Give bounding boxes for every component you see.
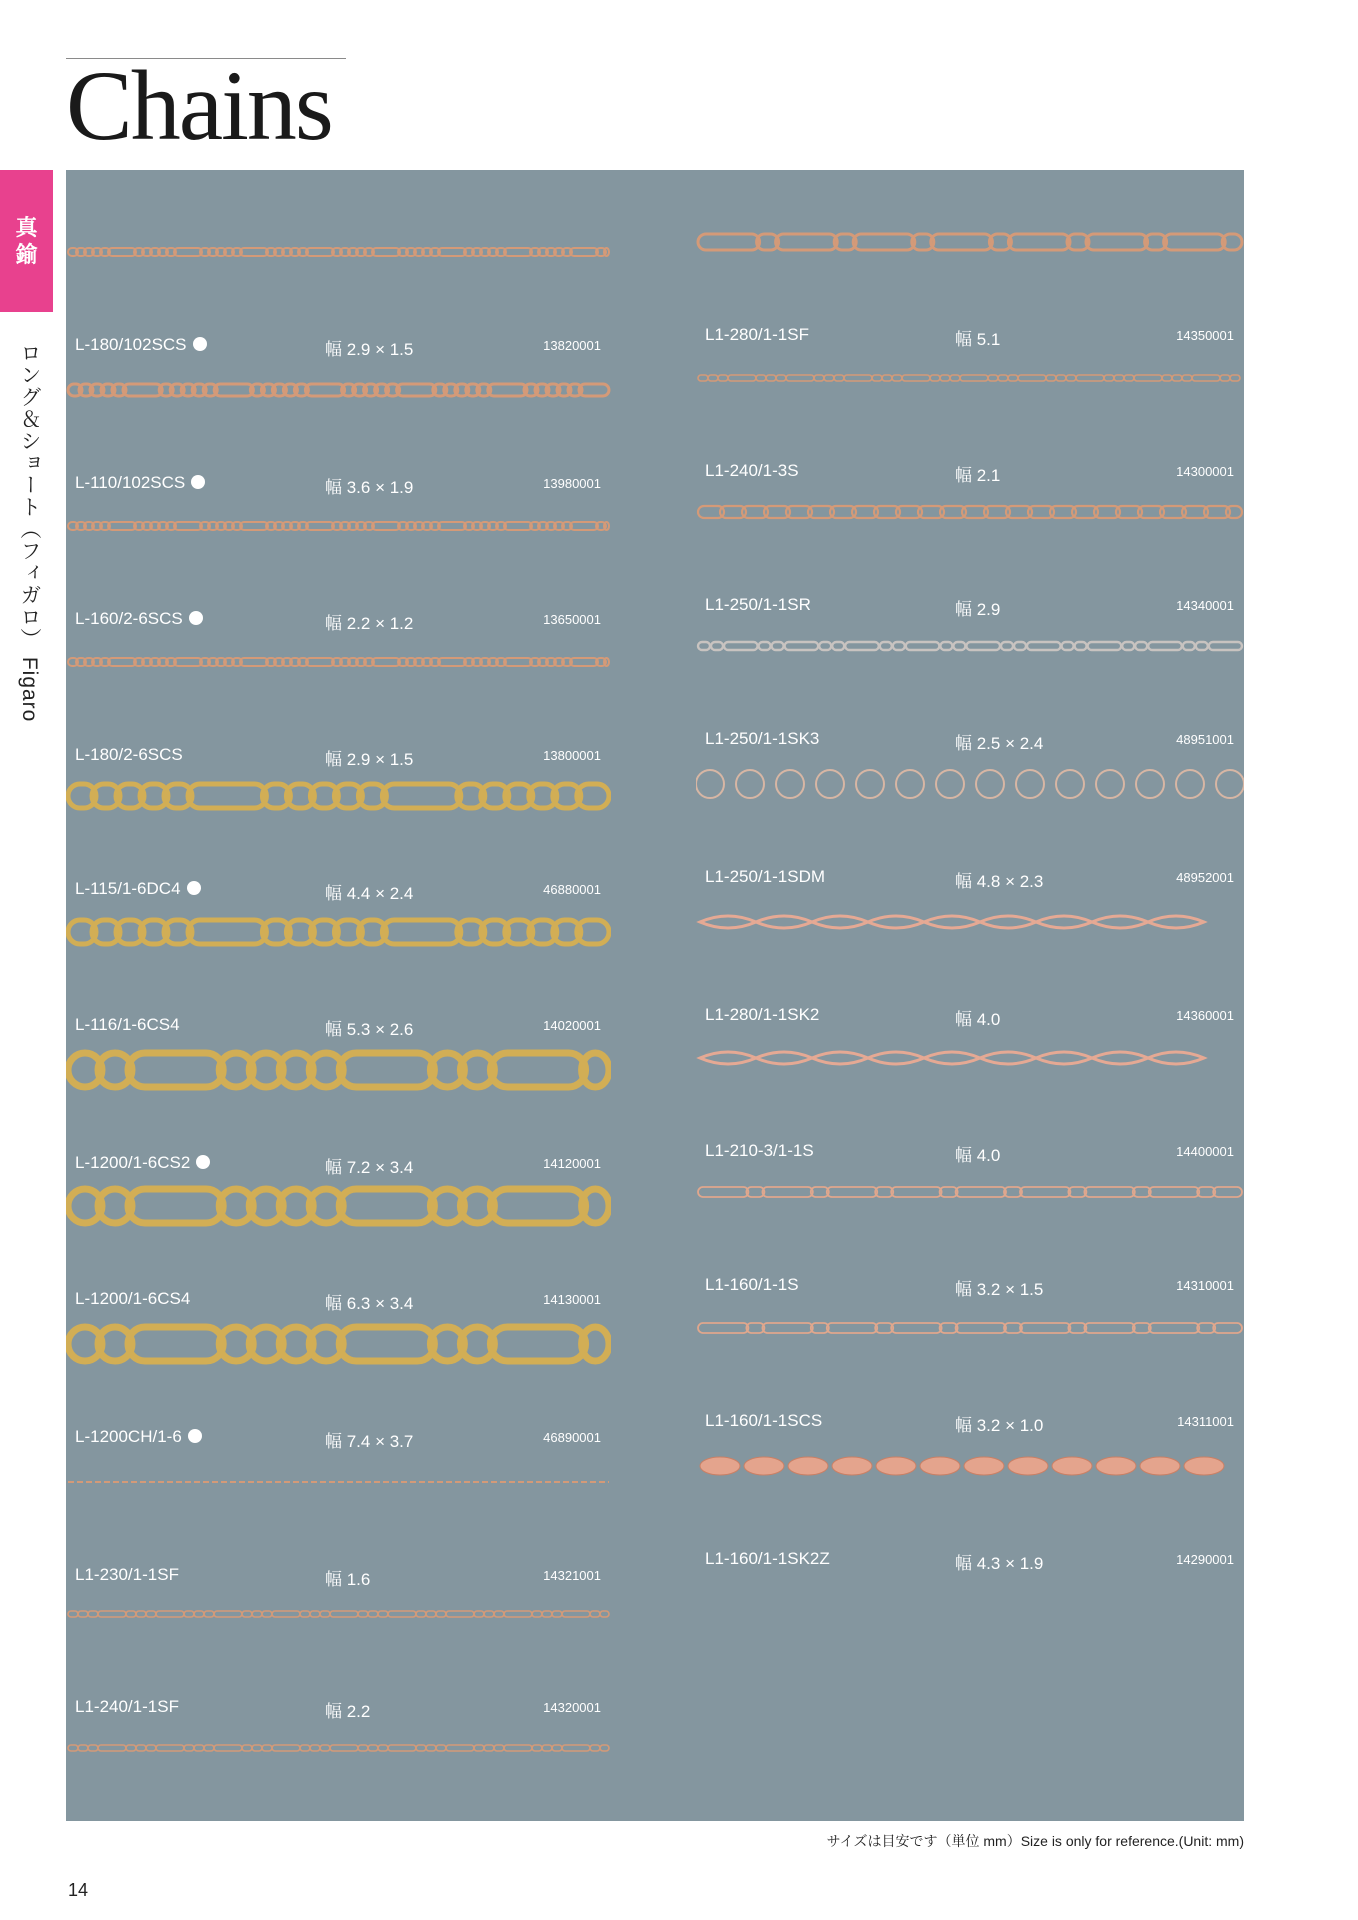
chain-size: 幅 6.3 × 3.4 <box>325 1294 414 1313</box>
chain-size: 幅 7.2 × 3.4 <box>325 1158 414 1177</box>
product-number: 14320001 <box>543 1700 601 1715</box>
chain-size: 幅 3.6 × 1.9 <box>325 478 414 497</box>
product-number: 46880001 <box>543 882 601 897</box>
product-code <box>705 1141 814 1161</box>
product-code-text: L1-250/1-1SDM <box>705 867 826 886</box>
product-code-text: L-1200CH/1-6 <box>75 1427 182 1446</box>
product-code-text: L-110/102SCS <box>75 473 186 492</box>
chain-size: 幅 5.1 <box>955 330 1001 349</box>
product-code <box>75 1427 202 1447</box>
chain-size: 幅 3.1 <box>325 1836 371 1855</box>
chain-image <box>66 1718 611 1778</box>
chain-image <box>66 902 611 962</box>
product-code-text: L-1200/1-6CS2 <box>75 1153 191 1172</box>
new-item-dot <box>187 881 201 895</box>
page-number: 14 <box>68 1880 89 1900</box>
product-code-text: L1-210-3/1-1S <box>705 1141 814 1160</box>
product-code <box>705 595 811 615</box>
product-number: 48951001 <box>1176 732 1234 747</box>
chain-image <box>66 496 611 556</box>
chain-size: 幅 4.0 <box>955 1146 1001 1165</box>
chain-size: 幅 2.2 <box>325 1702 371 1721</box>
product-number: 14311001 <box>1177 1414 1234 1429</box>
product-code <box>705 1005 819 1025</box>
chain-item <box>66 1584 611 1721</box>
chain-image <box>696 1028 1244 1088</box>
chain-item <box>696 1436 1244 1573</box>
product-code-text: L-116/1-6CS4 <box>75 1015 180 1034</box>
new-item-dot <box>193 337 207 351</box>
product-code-text: L1-280/1-1SK2 <box>705 1005 820 1024</box>
chain-item <box>66 360 611 497</box>
chain-size: 幅 1.6 <box>325 1570 371 1589</box>
chain-item <box>66 766 611 903</box>
product-number: 14310001 <box>1176 1278 1234 1293</box>
product-number: 14290001 <box>1176 1552 1234 1567</box>
product-code-text: L1-280/1-1SF <box>705 325 809 344</box>
product-number: 14340001 <box>1176 598 1234 613</box>
product-number: 14130001 <box>543 1292 601 1307</box>
chain-image <box>66 1452 611 1512</box>
chain-size: 幅 3.2 × 1.0 <box>955 1416 1044 1435</box>
product-code <box>75 745 183 765</box>
product-code-text: L1-160/1-1SK2Z <box>705 1549 830 1568</box>
product-code <box>705 1275 799 1295</box>
product-code-text: L1-230/1-1SF <box>75 1565 179 1584</box>
chain-image <box>696 348 1244 408</box>
chain-item <box>696 1028 1244 1165</box>
chain-item <box>66 1040 611 1177</box>
section-side-label: ロング＆ショート（フィガロ） Figaro <box>18 342 41 723</box>
product-code <box>705 1549 830 1569</box>
chain-size: 幅 4.8 × 2.3 <box>955 872 1044 891</box>
product-code-text: L1-160/1-1S <box>705 1275 799 1294</box>
chain-item <box>696 616 1244 753</box>
product-number: 14360001 <box>1176 1008 1234 1023</box>
chain-size: 幅 4.0 <box>955 1010 1001 1029</box>
chain-item <box>66 1718 611 1855</box>
chain-size: 幅 7.4 × 3.7 <box>325 1432 414 1451</box>
chain-item <box>696 754 1244 891</box>
product-code <box>75 879 201 899</box>
chain-image <box>696 482 1244 542</box>
product-code <box>75 1289 190 1309</box>
chain-item <box>66 1314 611 1451</box>
product-code <box>705 1411 822 1431</box>
category-tab <box>0 170 53 312</box>
product-code-text: L1-250/1-1SF <box>75 1831 179 1850</box>
chain-size: 幅 2.2 × 1.2 <box>325 614 414 633</box>
product-code <box>705 729 819 749</box>
chain-size: 幅 5.3 × 2.6 <box>325 1020 414 1039</box>
chain-item <box>696 892 1244 1029</box>
chain-image <box>66 222 611 282</box>
product-code-text: L1-250/1-1SR <box>705 595 811 614</box>
product-number: 13650001 <box>543 612 601 627</box>
chain-item <box>696 1162 1244 1299</box>
category-tab-char-1: 真 <box>15 214 38 240</box>
chain-item <box>66 496 611 633</box>
chain-image <box>696 212 1244 272</box>
new-item-dot <box>189 611 203 625</box>
product-code-text: L-160/2-6SCS <box>75 609 183 628</box>
product-number: 13800001 <box>543 748 601 763</box>
chain-image <box>696 754 1244 814</box>
chain-image <box>696 616 1244 676</box>
chain-image <box>66 1584 611 1644</box>
chain-image <box>696 1298 1244 1358</box>
product-number: 14300001 <box>1176 464 1234 479</box>
product-code-text: L-180/2-6SCS <box>75 745 183 764</box>
product-number: 14020001 <box>543 1018 601 1033</box>
product-number: 14400001 <box>1176 1144 1234 1159</box>
product-number: 46890001 <box>543 1430 601 1445</box>
product-code-text: L-115/1-6DC4 <box>75 879 181 898</box>
chain-image <box>66 766 611 826</box>
product-code <box>75 1697 179 1717</box>
product-code <box>75 1153 210 1173</box>
chain-image <box>696 1162 1244 1222</box>
chain-image <box>696 892 1244 952</box>
chain-size: 幅 2.9 <box>955 600 1001 619</box>
product-code <box>705 461 799 481</box>
chain-item <box>696 1298 1244 1435</box>
chain-image <box>66 632 611 692</box>
product-code-text: L-1200/1-6CS4 <box>75 1289 191 1308</box>
chain-item <box>66 1452 611 1589</box>
chain-item <box>66 1176 611 1313</box>
product-code-text: L-180/102SCS <box>75 335 187 354</box>
product-number: 13980001 <box>543 476 601 491</box>
product-number: 14321001 <box>543 1568 601 1583</box>
product-code <box>75 609 203 629</box>
product-code <box>75 1831 179 1851</box>
chain-image <box>66 360 611 420</box>
product-code <box>75 473 205 493</box>
new-item-dot <box>191 475 205 489</box>
product-code-text: L1-240/1-3S <box>705 461 799 480</box>
chain-item <box>66 902 611 1039</box>
chain-size: 幅 3.2 × 1.5 <box>955 1280 1044 1299</box>
product-code <box>705 867 825 887</box>
chain-image <box>66 1314 611 1374</box>
chain-size: 幅 2.9 × 1.5 <box>325 340 414 359</box>
chain-item <box>696 348 1244 485</box>
chain-item <box>66 222 611 359</box>
product-number: 48952001 <box>1176 870 1234 885</box>
product-code <box>75 1565 179 1585</box>
chain-size: 幅 4.4 × 2.4 <box>325 884 414 903</box>
product-code <box>705 325 809 345</box>
chain-size: 幅 2.9 × 1.5 <box>325 750 414 769</box>
chain-image <box>66 1176 611 1236</box>
category-tab-char-2: 鍮 <box>15 242 38 267</box>
page-title: Chains <box>66 50 332 161</box>
chain-image <box>696 1436 1244 1496</box>
chain-image <box>66 1040 611 1100</box>
product-number: 14120001 <box>543 1156 601 1171</box>
product-code <box>75 1015 180 1035</box>
product-number: 14350001 <box>1176 328 1234 343</box>
chain-item <box>696 212 1244 349</box>
chain-size: 幅 2.5 × 2.4 <box>955 734 1044 753</box>
size-footnote: サイズは目安です（単位 mm）Size is only for reference.(Unit: mm) <box>826 1833 1244 1849</box>
chain-item <box>66 632 611 769</box>
chain-item <box>696 482 1244 619</box>
product-code-text: L1-240/1-1SF <box>75 1697 179 1716</box>
product-code <box>75 335 207 355</box>
product-number: 14330001 <box>543 1834 601 1849</box>
chain-size: 幅 2.1 <box>955 466 1001 485</box>
product-number: 13820001 <box>543 338 601 353</box>
new-item-dot <box>188 1429 202 1443</box>
product-code-text: L1-160/1-1SCS <box>705 1411 823 1430</box>
new-item-dot <box>196 1155 210 1169</box>
chain-size: 幅 4.3 × 1.9 <box>955 1554 1044 1573</box>
product-code-text: L1-250/1-1SK3 <box>705 729 820 748</box>
